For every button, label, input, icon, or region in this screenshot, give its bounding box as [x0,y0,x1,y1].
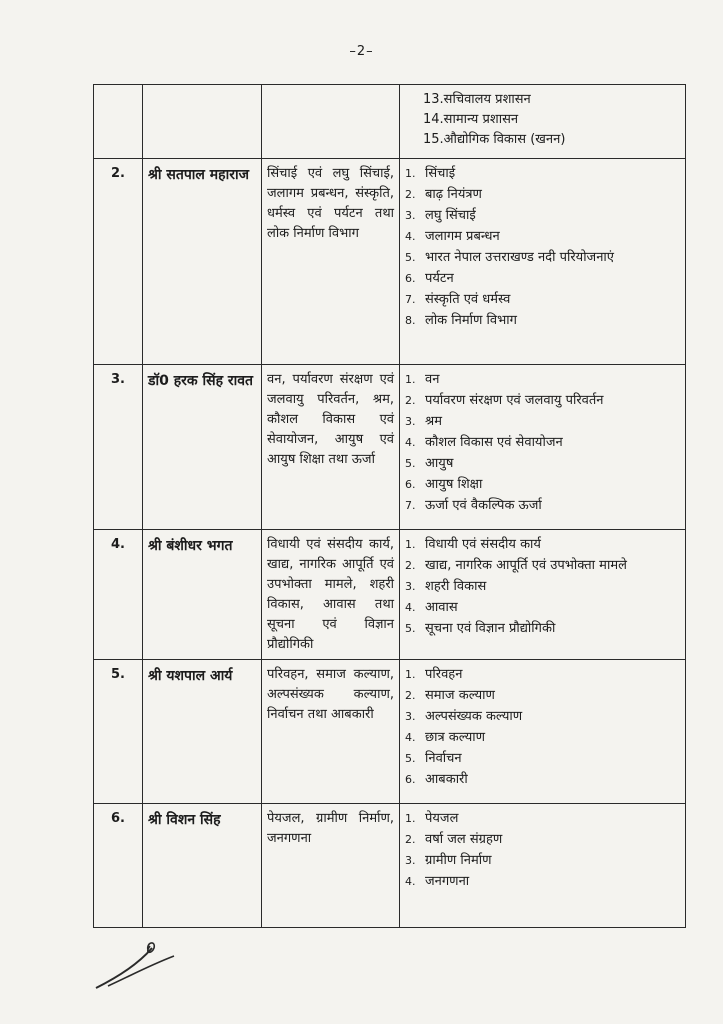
item-text: पर्यटन [425,271,454,286]
list-item [405,454,680,474]
list-item [405,577,680,597]
item-text: छात्र कल्याण [425,730,486,745]
item-text: आबकारी [425,772,468,787]
item-number: 4. [405,436,416,449]
department-summary: विधायी एवं संसदीय कार्य, खाद्य, नागरिक आपूर्ति एवं उपभोक्ता मामले, शहरी विकास, आवास तथा सूचना एवं विज्ञान प्रौद्योगिकी [262,530,400,660]
item-text: समाज कल्याण [425,688,495,703]
minister-name: श्री बंशीधर भगत [143,530,262,660]
subject-list [405,535,680,639]
item-number: 4. [405,875,416,888]
item-text: ऊर्जा एवं वैकल्पिक ऊर्जा [425,498,542,513]
minister-name: श्री यशपाल आर्य [143,660,262,804]
item-text: आयुष शिक्षा [425,477,483,492]
serial-number: 4. [94,530,143,660]
item-text: कौशल विकास एवं सेवायोजन [425,435,563,450]
list-item [405,164,680,184]
item-text: शहरी विकास [425,579,487,594]
item-number: 2. [405,689,416,702]
item-text: ग्रामीण निर्माण [425,853,492,868]
list-item [405,686,680,706]
item-number: 7. [405,293,416,306]
list-item [405,535,680,555]
continuation-row [94,85,686,159]
item-number: 2. [405,394,416,407]
list-item: 13.सचिवालय प्रशासन [423,92,531,107]
list-item [405,728,680,748]
item-text: जलागम प्रबन्धन [425,229,500,244]
minister-name: श्री सतपाल महाराज [143,159,262,365]
subjects-cell [400,530,686,660]
department-summary: पेयजल, ग्रामीण निर्माण, जनगणना [262,804,400,928]
item-number: 3. [405,854,416,867]
list-item [405,665,680,685]
item-number: 1. [405,812,416,825]
item-text: भारत नेपाल उत्तराखण्ड नदी परियोजनाएं [425,250,614,265]
list-item [405,269,680,289]
list-item [405,206,680,226]
list-item [405,185,680,205]
item-text: आयुष [425,456,454,471]
minister-name: श्री विशन सिंह [143,804,262,928]
serial-number: 6. [94,804,143,928]
subjects-cell [400,365,686,530]
portfolio-table-body [94,85,686,928]
item-text: जनगणना [425,874,470,889]
list-item [405,290,680,310]
minister-name: डॉ0 हरक सिंह रावत [143,365,262,530]
item-text: श्रम [425,414,442,429]
item-number: 3. [405,415,416,428]
list-item [405,749,680,769]
signature [90,936,190,996]
serial-number: 3. [94,365,143,530]
item-text: सूचना एवं विज्ञान प्रौद्योगिकी [425,621,556,636]
item-number: 1. [405,668,416,681]
subject-list [405,370,680,516]
list-item [405,809,680,829]
item-number: 6. [405,773,416,786]
item-text: खाद्य, नागरिक आपूर्ति एवं उपभोक्ता मामले [425,558,627,573]
item-number: 3. [405,580,416,593]
department-summary: परिवहन, समाज कल्याण, अल्पसंख्यक कल्याण, निर्वाचन तथा आबकारी [262,660,400,804]
table-row [94,365,686,530]
department-summary: वन, पर्यावरण संरक्षण एवं जलवायु परिवर्तन, श्रम, कौशल विकास एवं सेवायोजन, आयुष एवं आयुष शिक्षा तथा ऊर्जा [262,365,400,530]
subjects-cell [400,660,686,804]
table-row [94,530,686,660]
item-text: वर्षा जल संग्रहण [425,832,503,847]
list-item [405,598,680,618]
dept-cell [262,85,400,159]
item-number: 4. [405,230,416,243]
list-item [405,227,680,247]
list-item [405,851,680,871]
list-item [405,496,680,516]
list-item [405,248,680,268]
subjects-cell [400,804,686,928]
item-number: 1. [405,373,416,386]
table-row [94,660,686,804]
item-text: सिंचाई [425,166,456,181]
serial-number: 2. [94,159,143,365]
item-text: परिवहन [425,667,463,682]
item-number: 2. [405,188,416,201]
list-item [405,412,680,432]
list-item [405,556,680,576]
subject-list [405,665,680,790]
item-text: बाढ़ नियंत्रण [425,187,482,202]
continuation-list [405,90,680,150]
list-item [405,770,680,790]
item-number: 5. [405,457,416,470]
item-number: 8. [405,314,416,327]
item-text: वन [425,372,440,387]
item-number: 2. [405,833,416,846]
item-number: 4. [405,731,416,744]
name-cell [143,85,262,159]
item-number: 3. [405,209,416,222]
item-text: आवास [425,600,458,615]
subjects-cell [400,85,686,159]
item-text: लघु सिंचाई [425,208,476,223]
list-item [405,433,680,453]
list-item [405,370,680,390]
item-number: 2. [405,559,416,572]
list-item [405,830,680,850]
department-summary: सिंचाई एवं लघु सिंचाई, जलागम प्रबन्धन, संस्कृति, धर्मस्व एवं पर्यटन तथा लोक निर्माण विभाग [262,159,400,365]
item-text: विधायी एवं संसदीय कार्य [425,537,541,552]
item-number: 5. [405,251,416,264]
list-item [405,707,680,727]
subject-list [405,809,680,892]
table-row [94,159,686,365]
page-number: –2– [349,44,374,59]
item-number: 6. [405,478,416,491]
table-row [94,804,686,928]
item-number: 1. [405,538,416,551]
item-number: 6. [405,272,416,285]
list-item [405,619,680,639]
num-cell [94,85,143,159]
item-number: 7. [405,499,416,512]
list-item [405,475,680,495]
item-number: 5. [405,622,416,635]
item-text: निर्वाचन [425,751,462,766]
list-item [405,391,680,411]
item-text: लोक निर्माण विभाग [425,313,517,328]
list-item [405,872,680,892]
item-text: अल्पसंख्यक कल्याण [425,709,523,724]
item-text: पेयजल [425,811,459,826]
list-item [405,311,680,331]
subject-list [405,164,680,331]
item-number: 4. [405,601,416,614]
serial-number: 5. [94,660,143,804]
item-text: पर्यावरण संरक्षण एवं जलवायु परिवर्तन [425,393,604,408]
item-number: 5. [405,752,416,765]
subjects-cell [400,159,686,365]
item-text: संस्कृति एवं धर्मस्व [425,292,511,307]
item-number: 1. [405,167,416,180]
item-number: 3. [405,710,416,723]
list-item: 15.औद्योगिक विकास (खनन) [423,132,566,147]
list-item: 14.सामान्य प्रशासन [423,112,519,127]
portfolio-table [93,84,686,928]
